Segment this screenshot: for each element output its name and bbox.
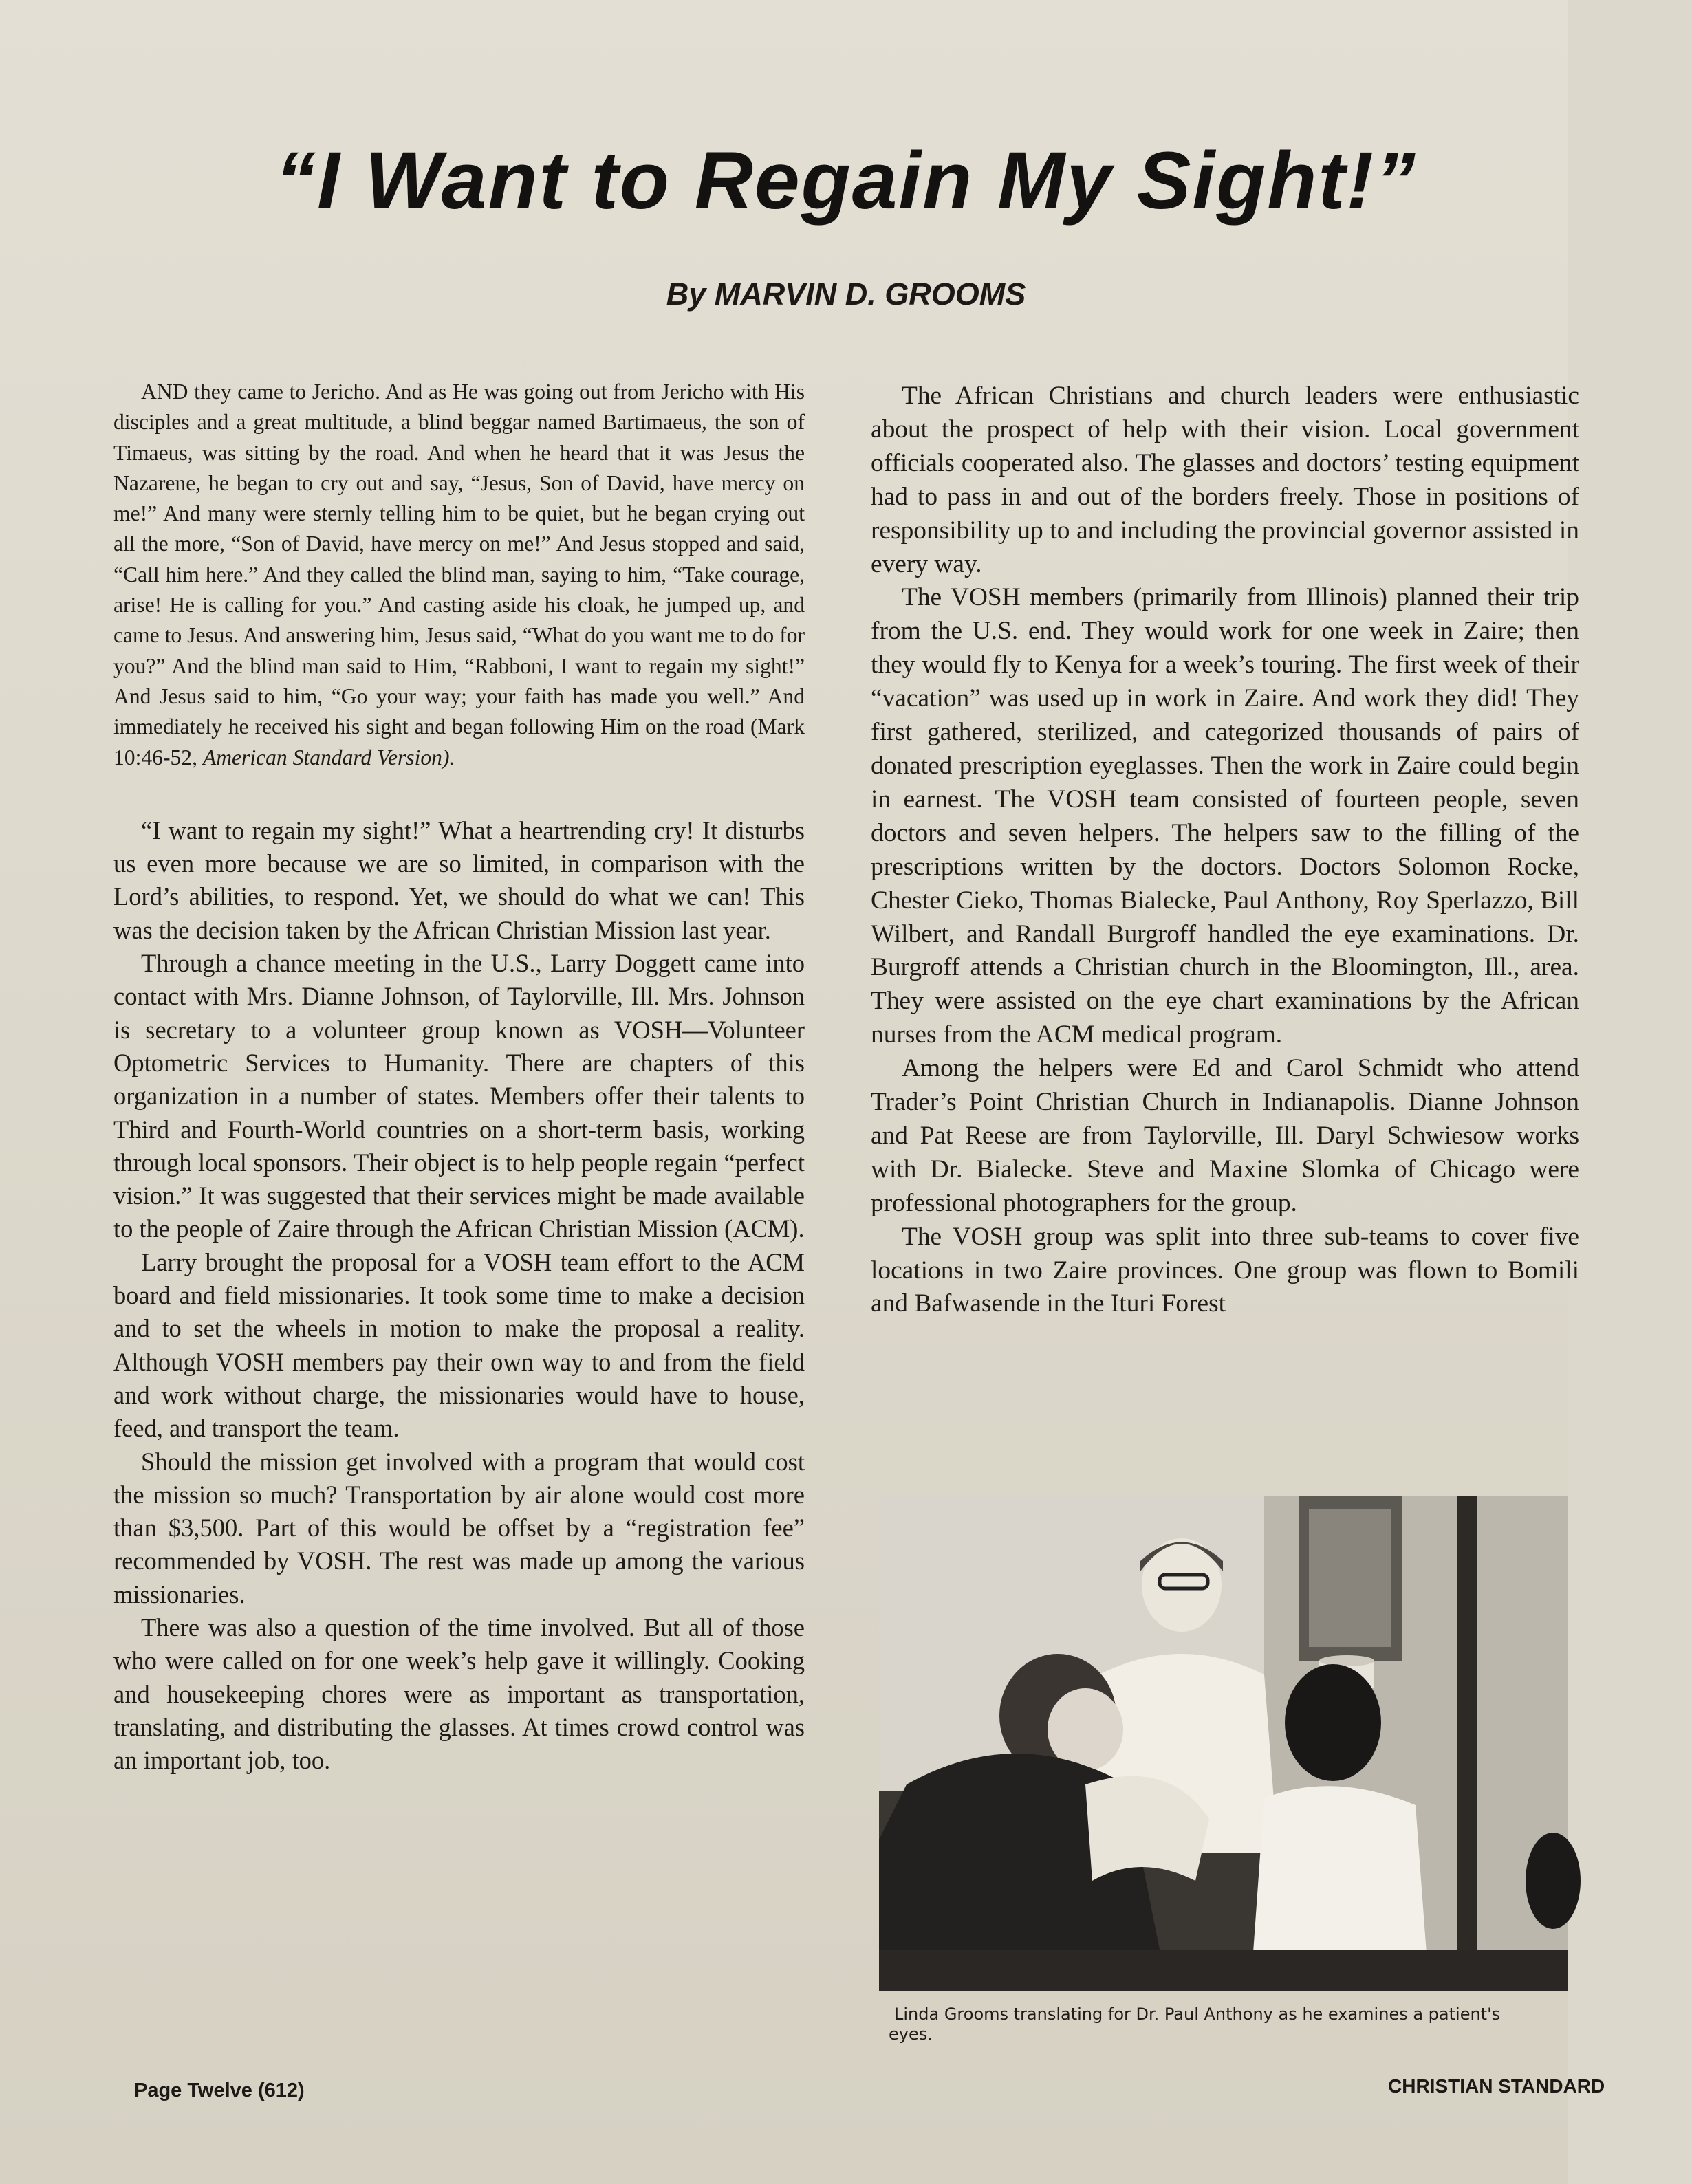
page-number: Page Twelve (612) [134, 2079, 305, 2101]
paragraph: Larry brought the proposal for a VOSH team effort to the ACM board and field missionaries. It took some time to make a decision and to set the wheels in motion to make the proposal a reality. Although VOSH members pay their own way to and from the field and work without charge, the missionaries would have to house, feed, and transport the team. [113, 1247, 805, 1443]
paragraph: “I want to regain my sight!” What a heartrending cry! It disturbs us even more because we are so limited, in comparison with the Lord’s abilities, to respond. Yet, we should do what we can! This was the decision taken by the African Christian Mission last year. [113, 816, 805, 944]
paragraph: Should the mission get involved with a program that would cost the mission so much? Transportation by air alone would cost more than $3,500. Part of this would be offset by a “registration fee” recommended by VOSH. The rest was made up among the various missionaries. [113, 1447, 805, 1608]
right-column [871, 380, 1579, 1480]
paragraph: Through a chance meeting in the U.S., Larry Doggett came into contact with Mrs. Dianne Johnson, of Taylorville, Ill. Mrs. Johnson is secretary to a volunteer group known as VOSH—Volunteer Optometric Services to Humanity. There are chapters of this organization in a number of states. Members offer their talents to Third and Fourth-World countries on a short-term basis, working through local sponsors. Their object is to help people regain “perfect vision.” It was suggested that their services might be made available to the people of Zaire through the African Christian Mission (ACM). [113, 949, 805, 1243]
photo-caption: Linda Grooms translating for Dr. Paul Anthony as he examines a patient's [894, 2005, 1501, 2024]
paragraph: There was also a question of the time involved. But all of those who were called on for one week’s help gave it willingly. Cooking and housekeeping chores were as important as transportation, translating, and distributing the glasses. At times crowd control was an important job, too. [113, 1613, 805, 1775]
paragraph: The VOSH group was split into three sub-teams to cover five locations in two Zaire provinces. One group was flown to Bomili and Bafwasende in the Ituri Forest [871, 1222, 1579, 1318]
right-body [871, 380, 1579, 1321]
left-body [113, 814, 805, 1778]
magazine-name: CHRISTIAN STANDARD [1388, 2075, 1605, 2097]
paragraph: The African Christians and church leaders were enthusiastic about the prospect of help with their vision. Local government officials cooperated also. The glasses and doctors’ testing equipment had to pass in and out of the borders freely. Those in positions of responsibility up to and including the provincial governor assisted in every way. [871, 382, 1579, 578]
left-column [113, 377, 805, 1777]
paragraph: The VOSH members (primarily from Illinois) planned their trip from the U.S. end. They would work for one week in Zaire; then they would fly to Kenya for a week’s touring. The first week of their “vacation” was used up in work in Zaire. And work they did! They first gathered, sterilized, and categorized thousands of pairs of donated prescription eyeglasses. Then the work in Zaire could begin in earnest. The VOSH team consisted of fourteen people, seven doctors and seven helpers. The helpers saw to the filling of the prescriptions written by the doctors. Doctors Solomon Rocke, Chester Cieko, Thomas Bialecke, Paul Anthony, Roy Sperlazzo, Bill Wilbert, and Randall Burgroff handled the eye examinations. Dr. Burgroff attends a Christian church in the Bloomington, Ill., area. They were assisted on the eye chart examinations by the African nurses from the ACM medical program. [871, 583, 1579, 1049]
photo-caption-continued: eyes. [889, 2024, 933, 2044]
scripture-version: American Standard Version). [202, 745, 455, 769]
scripture-quote [113, 377, 805, 773]
article-title: “I Want to Regain My Sight!” [275, 135, 1417, 226]
article-byline: By MARVIN D. GROOMS [666, 276, 1026, 312]
scripture-text: AND they came to Jericho. And as He was going out from Jericho with His disciples and a great multitude, a blind beggar named Bartimaeus, the son of Timaeus, was sitting by the road. And when he heard that it was Jesus the Nazarene, he began to cry out and say, “Jesus, Son of David, have mercy on me!” And many were sternly telling him to be quiet, but he began crying out all the more, “Son of David, have mercy on me!” And Jesus stopped and said, “Call him here.” And they called the blind man, saying to him, “Take courage, arise! He is calling for you.” And casting aside his cloak, he jumped up, and came to Jesus. And answering him, Jesus said, “What do you want me to do for you?” And the blind man said to Him, “Rabboni, I want to regain my sight!” And Jesus said to him, “Go your way; your faith has made you well.” And immediately he received his sight and began following Him on the road (Mark 10:46-52, [113, 380, 805, 769]
photo-illustration [879, 1496, 1568, 1991]
article-photo [879, 1496, 1568, 1991]
paragraph: Among the helpers were Ed and Carol Schmidt who attend Trader’s Point Christian Church in Indianapolis. Dianne Johnson and Pat Reese are from Taylorville, Ill. Daryl Schwiesow works with Dr. Bialecke. Steve and Maxine Slomka of Chicago were professional photographers for the group. [871, 1054, 1579, 1217]
